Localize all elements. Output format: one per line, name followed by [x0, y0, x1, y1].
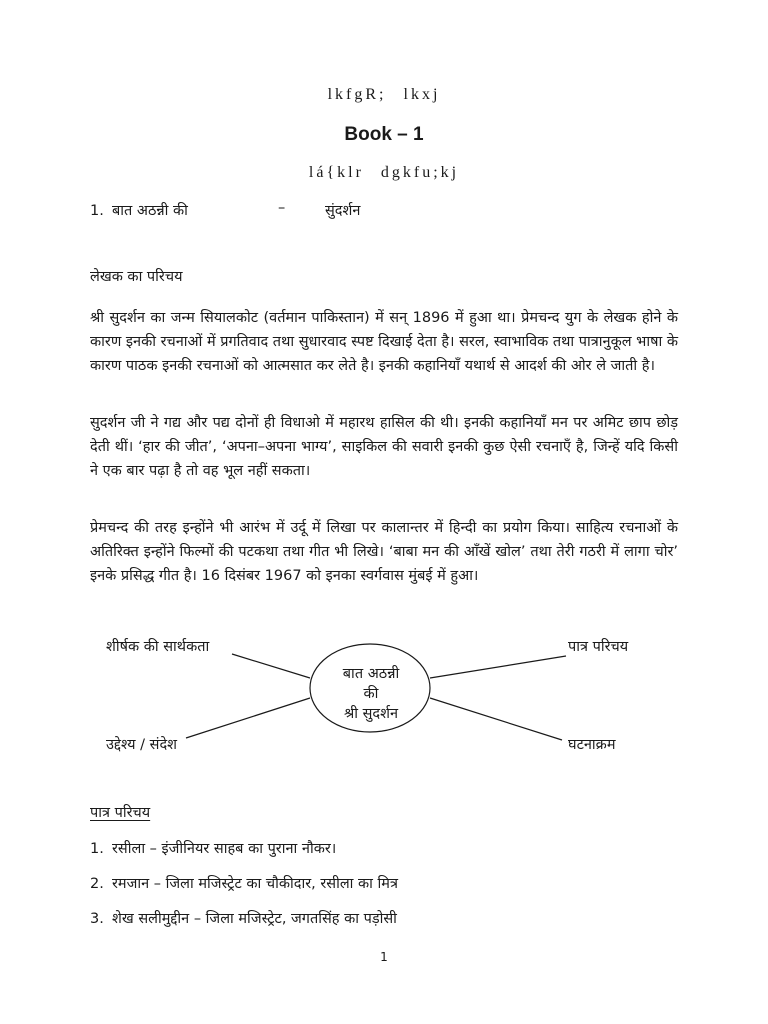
intro-paragraph-2: सुदर्शन जी ने गद्य और पद्य दोनों ही विधाओ में महारथ हासिल की थी। इनकी कहानियाँ मन पर अमिट छाप छोड़ देती थीं। ‘हार की जीत’, ‘अपना–अपना भाग्य’, साइकिल की सवारी इनकी कुछ ऐसी रचनाएँ है, जिन्हें यदि किसी ने एक बार पढ़ा है तो वह भूल नहीं सकता। [90, 415, 678, 479]
page-number: 1 [380, 950, 388, 964]
lesson-author: सुंदर्शन [325, 203, 361, 219]
lesson-dash: – [278, 200, 286, 216]
mind-map-sequence-of-events: घटनाक्रम [568, 737, 616, 753]
list-item-number: 1. [90, 841, 104, 857]
mind-map-center-line-2: की [363, 686, 379, 702]
mind-map-center-line-3: श्री सुदर्शन [343, 706, 399, 722]
connector-bottom-left [186, 698, 310, 738]
connector-top-right [430, 656, 566, 678]
mind-map-center-text [318, 664, 424, 724]
mind-map-diagram [0, 628, 768, 758]
list-item-text: रमजान – जिला मजिस्ट्रेट का चौकीदार, रसीला का मित्र [112, 876, 398, 892]
connector-top-left [232, 654, 310, 678]
mind-map-purpose-message: उद्देश्य / संदेश [106, 737, 178, 753]
character-list [90, 838, 398, 943]
mind-map-center-line-1: बात अठन्नी [342, 666, 400, 682]
header-garbled-subtitle: lá{klr dgkfu;kj [308, 164, 460, 181]
list-item [90, 838, 398, 873]
connector-bottom-right [430, 698, 562, 740]
character-intro-heading: पात्र परिचय [90, 805, 151, 821]
intro-paragraph-3: प्रेमचन्द की तरह इन्होंने भी आरंभ में उर्दू में लिखा पर कालान्तर में हिन्दी का प्रयोग किया। साहित्य रचनाओं के अतिरिक्त इन्होंने फिल्मों की पटकथा तथा गीत भी लिखे। ‘बाबा मन की आँखें खोल’ तथा तेरी गठरी में लागा चोर’ इनके प्रसिद्ध गीत है। 16 दिसंबर 1967 को इनका स्वर्गवास मुंबई में हुआ। [90, 520, 678, 584]
list-item-text: रसीला – इंजीनियर साहब का पुराना नौकर। [112, 841, 337, 857]
mind-map-character-intro: पात्र परिचय [568, 639, 629, 655]
list-item-text: शेख सलीमुद्दीन – जिला मजिस्ट्रेट, जगतसिंह का पड़ोसी [112, 911, 397, 927]
lesson-title: बात अठन्नी की [112, 203, 188, 219]
intro-paragraph-1: श्री सुदर्शन का जन्म सियालकोट (वर्तमान पाकिस्तान) में सन् 1896 में हुआ था। प्रेमचन्द युग के लेखक होने के कारण इनकी रचनाओं में प्रगतिवाद तथा सुधारवाद स्पष्ट दिखाई देता है। सरल, स्वाभाविक तथा पात्रानुकूल भाषा के कारण पाठक इनकी रचनाओं को आत्मसात कर लेते है। इनकी कहानियाँ यथार्थ से आदर्श की ओर ले जाती है। [90, 310, 678, 374]
book-title: Book – 1 [344, 124, 424, 145]
list-item [90, 873, 398, 908]
header-garbled-title: lkfgR; lkxj [327, 86, 441, 103]
lesson-title-line [90, 200, 361, 220]
list-item-number: 3. [90, 911, 104, 927]
lesson-number: 1. [90, 203, 104, 219]
author-intro-heading: लेखक का परिचय [90, 269, 183, 285]
list-item [90, 908, 398, 943]
list-item-number: 2. [90, 876, 104, 892]
mind-map-title-significance: शीर्षक की सार्थकता [106, 639, 210, 655]
